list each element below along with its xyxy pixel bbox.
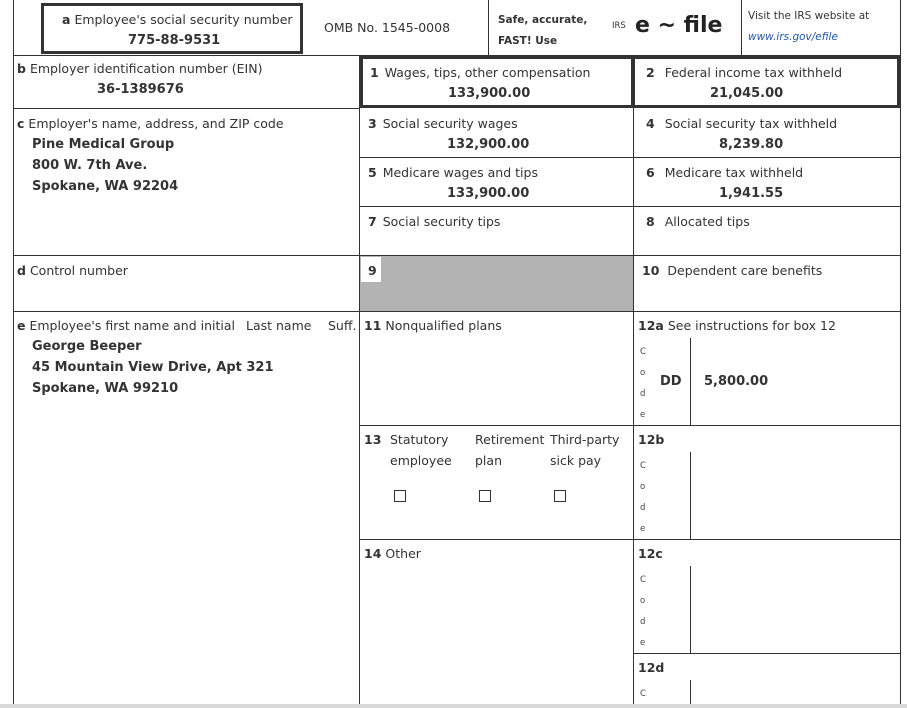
- box-3-value: 132,900.00: [447, 137, 530, 152]
- box-c-label: c Employer's name, address, and ZIP code: [17, 116, 284, 131]
- header-divider-1: [488, 0, 489, 55]
- box-1-value: 133,900.00: [448, 86, 531, 101]
- irs-efile-link[interactable]: www.irs.gov/efile: [748, 31, 838, 43]
- third-party-sick-pay-checkbox[interactable]: [554, 490, 566, 502]
- box-12d-code-letter: C: [640, 689, 646, 699]
- efile-logo: e ~ file: [635, 13, 723, 38]
- box-12b-label: 12b: [638, 432, 665, 447]
- box-4-label: 4 Social security tax withheld: [646, 116, 838, 131]
- visit-irs-text: Visit the IRS website at: [748, 10, 870, 22]
- thirdparty-label-1: Third-party: [550, 432, 620, 447]
- ein-value: 36-1389676: [97, 82, 184, 97]
- box-10-label: 10 Dependent care benefits: [642, 263, 823, 278]
- box-1: 1 Wages, tips, other compensation 133,900.00: [360, 56, 634, 108]
- box-5-label: 5 Medicare wages and tips: [368, 165, 538, 180]
- thirdparty-label-2: sick pay: [550, 453, 602, 468]
- box-12a-label: 12a See instructions for box 12: [638, 318, 836, 333]
- employee-city: Spokane, WA 99210: [32, 381, 179, 396]
- omb-number: OMB No. 1545-0008: [324, 20, 451, 35]
- box-a-letter: a: [62, 12, 71, 27]
- employer-name: Pine Medical Group: [32, 137, 175, 152]
- safe-accurate-text: Safe, accurate, FAST! Use: [498, 14, 588, 47]
- irs-small-label: IRS: [612, 21, 626, 31]
- box-e-label: e Employee's first name and initial: [17, 318, 236, 333]
- header-divider-2: [741, 0, 742, 55]
- box-d-label: d Control number: [17, 263, 128, 278]
- form-left-border: [13, 0, 14, 704]
- box-8-label: 8 Allocated tips: [646, 214, 750, 229]
- box-e-last-name-label: Last name: [246, 318, 312, 333]
- box-2-label: Federal income tax withheld: [664, 65, 842, 80]
- box-9-number: 9: [368, 263, 377, 278]
- box-a-label: Employee's social security number: [74, 12, 293, 27]
- box-1-label: Wages, tips, other compensation: [384, 65, 591, 80]
- box-12a-code-divider: [690, 338, 691, 425]
- box-9-shaded: [360, 256, 633, 311]
- horizontal-scrollbar[interactable]: [0, 704, 907, 708]
- statutory-employee-checkbox[interactable]: [394, 490, 406, 502]
- right-column-divider: [633, 55, 634, 704]
- box-e-suffix-label: Suff.: [328, 318, 357, 333]
- box-2: 2 Federal income tax withheld 21,045.00: [632, 56, 900, 108]
- box-12d-code-divider: [690, 680, 691, 704]
- box-12c-code-divider: [690, 566, 691, 653]
- box-6-value: 1,941.55: [719, 186, 784, 201]
- box-13-number: 13: [364, 432, 382, 447]
- left-column-divider: [359, 55, 360, 704]
- retirement-label-1: Retirement: [475, 432, 545, 447]
- box-2-value: 21,045.00: [710, 86, 784, 101]
- box-a-ssn: [41, 3, 303, 54]
- box-12b-code-divider: [690, 452, 691, 539]
- statutory-label-2: employee: [390, 453, 452, 468]
- employee-street: 45 Mountain View Drive, Apt 321: [32, 360, 274, 375]
- retirement-label-2: plan: [475, 453, 502, 468]
- ssn-value: 775-88-9531: [128, 33, 221, 48]
- box-3-label: 3 Social security wages: [368, 116, 518, 131]
- box-7-label: 7 Social security tips: [368, 214, 501, 229]
- box-5-value: 133,900.00: [447, 186, 530, 201]
- employer-street: 800 W. 7th Ave.: [32, 158, 148, 173]
- box-12c-label: 12c: [638, 546, 663, 561]
- box-6-label: 6 Medicare tax withheld: [646, 165, 804, 180]
- box-12a-amount: 5,800.00: [704, 374, 769, 389]
- box-11-label: 11 Nonqualified plans: [364, 318, 502, 333]
- form-right-border: [900, 0, 901, 704]
- employee-name: George Beeper: [32, 339, 142, 354]
- statutory-label-1: Statutory: [390, 432, 449, 447]
- retirement-plan-checkbox[interactable]: [479, 490, 491, 502]
- box-14-label: 14 Other: [364, 546, 421, 561]
- employer-city: Spokane, WA 92204: [32, 179, 179, 194]
- box-12a-code: DD: [660, 374, 682, 389]
- box-4-value: 8,239.80: [719, 137, 784, 152]
- box-12d-label: 12d: [638, 660, 665, 675]
- box-b-label: b Employer identification number (EIN): [17, 61, 263, 76]
